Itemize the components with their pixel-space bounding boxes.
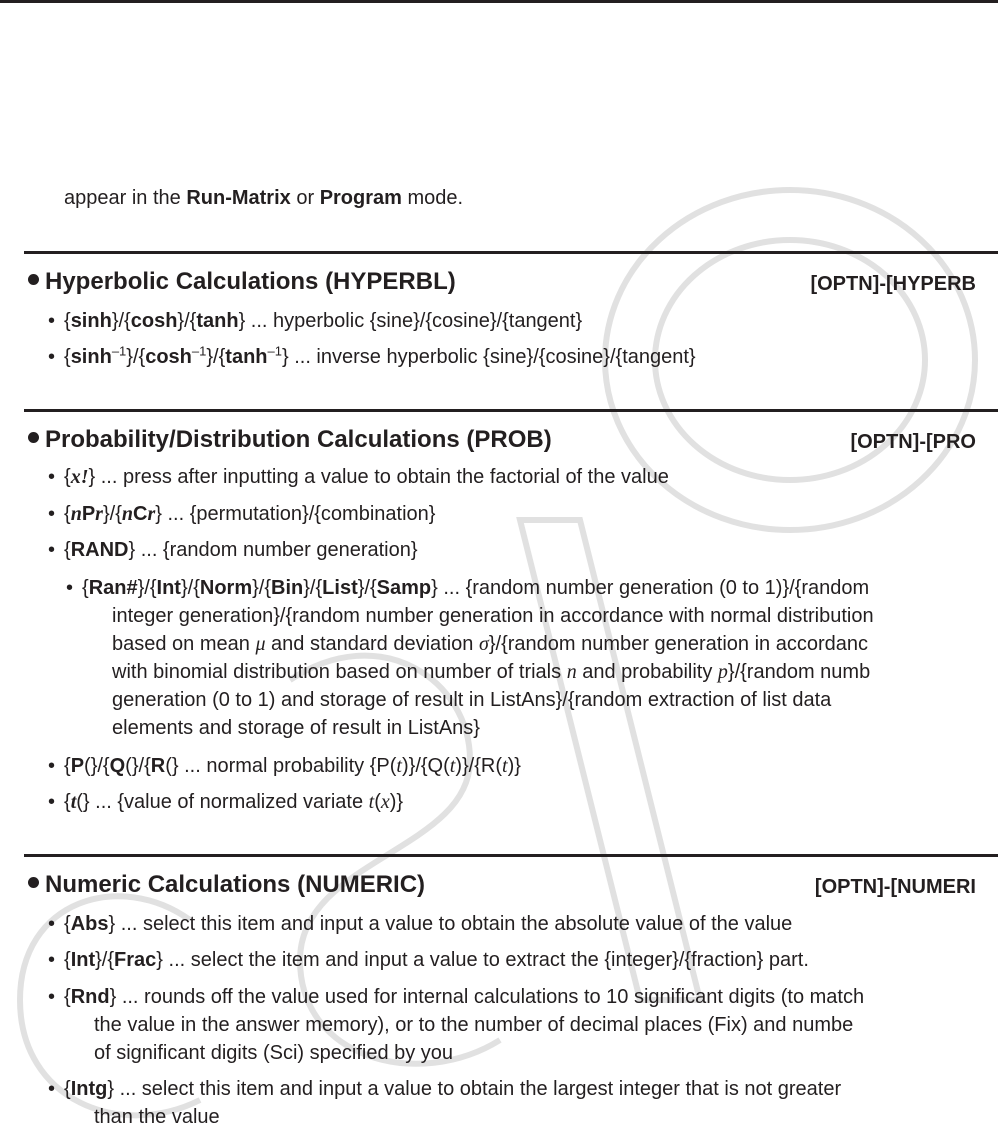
list-item: • {nPr}/{nCr} ... {permutation}/{combination} bbox=[48, 503, 436, 525]
top-border bbox=[0, 0, 998, 3]
list-item: • {RAND} ... {random number generation} bbox=[48, 539, 418, 561]
list-item: • $\{\sinh^{-1}\}/\{\cosh^{-1}\}/\{\tanh^{-1}\}$ ... inverse hyperbolic {sine}/{cosine}/{tangent} bbox=[48, 343, 696, 368]
list-item: • {t(} ... {value of normalized variate t(x)} bbox=[48, 791, 404, 813]
section-heading-hyperbolic: Hyperbolic Calculations (HYPERBL) [OPTN]-[HYPERB bbox=[28, 266, 976, 298]
list-item: • {Abs} ... select this item and input a value to obtain the absolute value of the value bbox=[48, 913, 793, 935]
section-heading-numeric: Numeric Calculations (NUMERIC) [OPTN]-[NUMERI bbox=[28, 869, 976, 901]
list-item: • {x!} ... press after inputting a value to obtain the factorial of the value bbox=[48, 466, 669, 488]
bullet-icon bbox=[28, 432, 39, 443]
section-heading-probability: Probability/Distribution Calculations (PROB) [OPTN]-[PRO bbox=[28, 424, 976, 456]
list-item: • {sinh}/{cosh}/{tanh} ... hyperbolic {sine}/{cosine}/{tangent} bbox=[48, 310, 583, 332]
bullet-icon bbox=[28, 274, 39, 285]
list-item: • {Rnd} ... rounds off the value used for internal calculations to 10 significant digits (to match the value in the answer memory), or to the number of decimal places (Fix) and numbe of significant digits (Sci) specified by you bbox=[48, 986, 865, 1064]
key-sequence: [OPTN]-[HYPERB bbox=[810, 273, 976, 295]
list-item: • {Ran#}/{Int}/{Norm}/{Bin}/{List}/{Samp} ... {random number generation (0 to 1)}/{random integer generation}/{random number generation in accordance with normal distribution based on mean μ and standard deviation σ}/{random number generation in accordanc with binomial distribution based on number of trials n and probability p}/{random numb generation (0 to 1) and storage of result in ListAns}/{random extraction of list data elements and storage of result in ListAns} bbox=[66, 577, 874, 739]
key-sequence: [OPTN]-[PRO bbox=[850, 431, 976, 453]
list-item: • {Intg} ... select this item and input a value to obtain the largest integer that is not greater than the value bbox=[48, 1078, 842, 1128]
intro-text: appear in the Run-Matrix or Program mode. bbox=[64, 187, 464, 209]
list-item: • {P(}/{Q(}/{R(} ... normal probability {P(t)}/{Q(t)}/{R(t)} bbox=[48, 755, 521, 777]
section-divider bbox=[24, 251, 998, 254]
bullet-icon bbox=[28, 877, 39, 888]
list-item: • {Int}/{Frac} ... select the item and input a value to extract the {integer}/{fraction} part. bbox=[48, 949, 809, 971]
key-sequence: [OPTN]-[NUMERI bbox=[814, 876, 976, 898]
section-divider bbox=[24, 409, 998, 412]
section-divider bbox=[24, 854, 998, 857]
